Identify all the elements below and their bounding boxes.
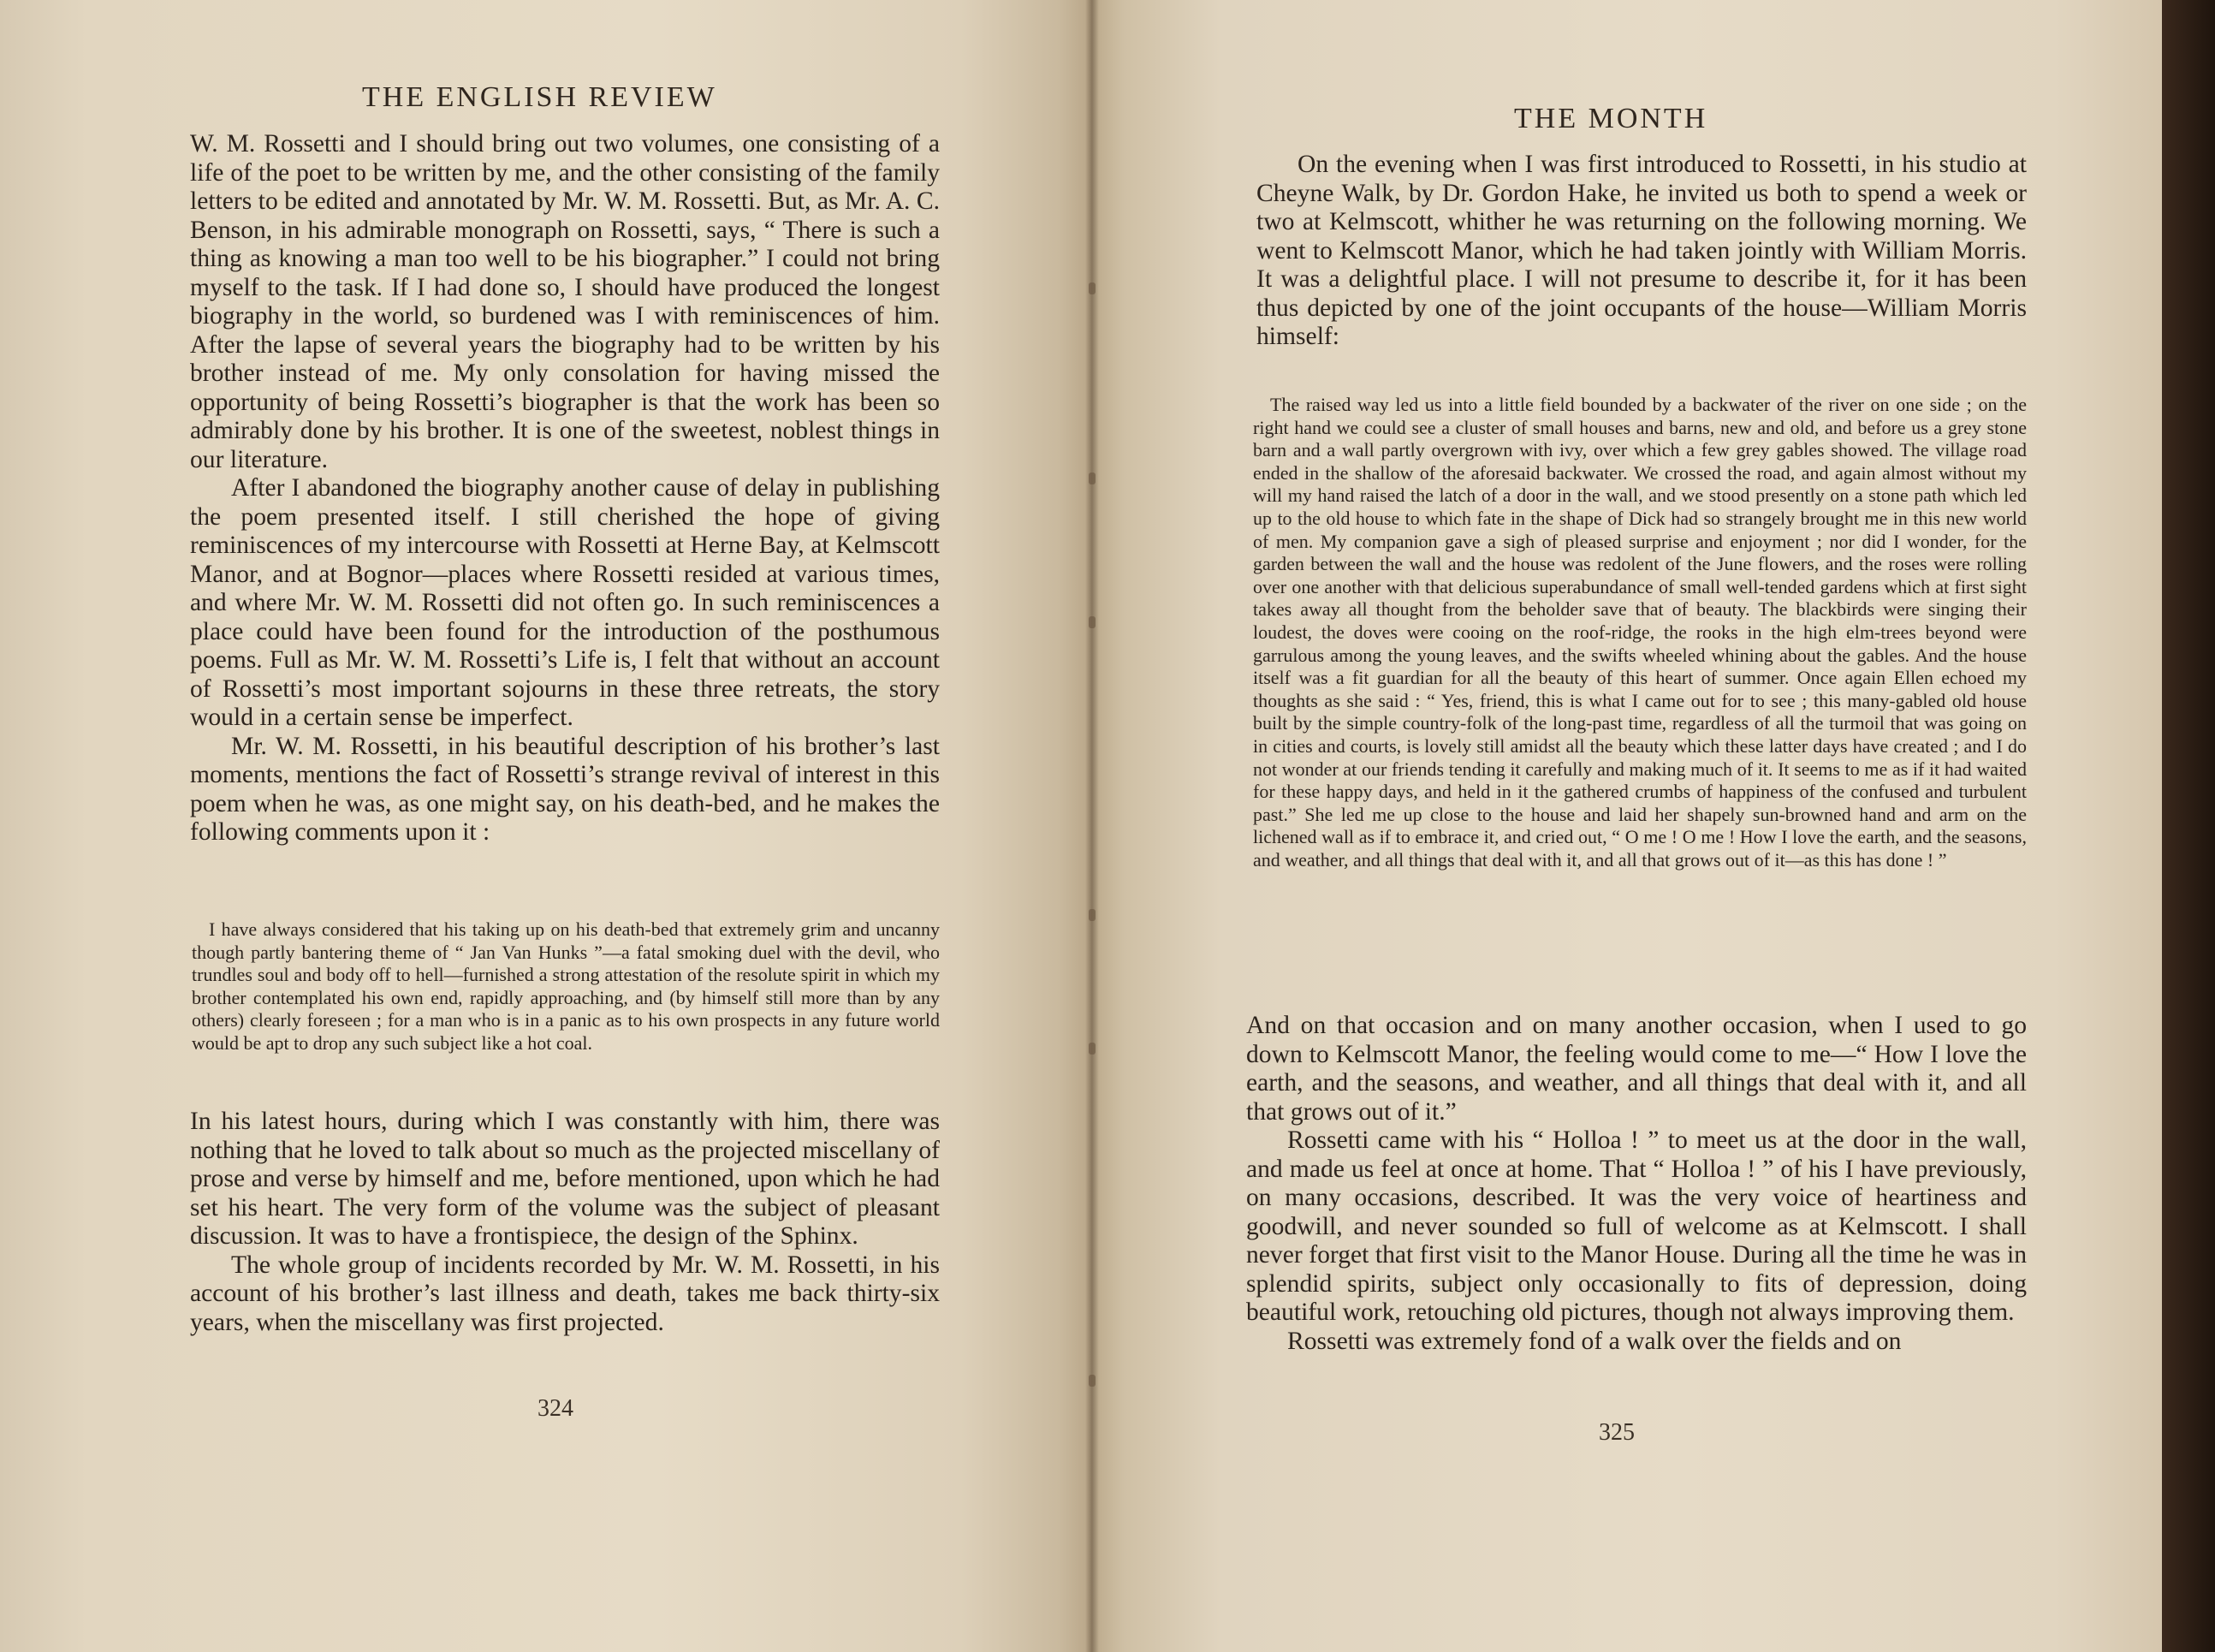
book-gutter xyxy=(1085,0,1099,1652)
right-paragraph-3: Rossetti came with his “ Holloa ! ” to meet us at the door in the wall, and made us feel at once at home. That “ Holloa ! ” of his I have previously, on many occasions, described. It was the very voice of heartiness and goodwill, and never sounded so full of welcome as at Kelmscott. I shall never forget that first visit to the Manor House. During all the time he was in splendid spirits, subject only occasionally to fits of depression, doing beautiful work, retouching old pictures, though not always improving them. xyxy=(1246,1126,2027,1326)
left-paragraph-1: W. M. Rossetti and I should bring out two volumes, one consisting of a life of the poet to be written by me, and the other consisting of the family letters to be edited and annotated by Mr. W. M. Rossetti. But, as Mr. A. C. Benson, in his admirable monograph on Rossetti, says, “ There is such a thing as knowing a man too well to be his biographer.” I could not bring myself to the task. If I had done so, I should have produced the longest biography in the world, so burdened was I with reminiscences of him. After the lapse of several years the biography had to be written by his brother instead of me. My only consolation for having missed the opportunity of being Rossetti’s biographer is that the work has been so admirably done by his brother. It is one of the sweetest, noblest things in our literature. xyxy=(190,130,940,473)
binding-stitch xyxy=(1089,282,1096,294)
binding-stitch xyxy=(1089,616,1096,628)
right-paragraph-4: Rossetti was extremely fond of a walk over the fields and on xyxy=(1287,1327,1902,1355)
left-block-quote: I have always considered that his taking up on his death-bed that extremely grim and uncanny though partly bantering theme of “ Jan Van Hunks ”—a fatal smoking duel with the devil, who trundles soul and body off to hell—furnished a strong attestation of the resolute spirit in which my brother contemplated his own end, rapidly approaching, and (by himself still more than by any others) clearly foreseen ; for a man who is in a panic as to his own prospects in any future world would be apt to drop any such subject like a hot coal. xyxy=(192,918,940,1054)
right-page-number: 325 xyxy=(1599,1419,1635,1446)
left-paragraph-2: After I abandoned the biography another cause of delay in publishing the poem presented itself. I still cherished the hope of giving reminiscences of my intercourse with Rossetti at Herne Bay, at Kelmscott Manor, and at Bognor—places where Rossetti resided at various times, and where Mr. W. M. Rossetti did not often go. In such reminiscences a place could have been found for the introduction of the posthumous poems. Full as Mr. W. M. Rossetti’s Life is, I felt that without an account of Rossetti’s most important sojourns in these three retreats, the story would in a certain sense be imperfect. xyxy=(190,474,940,731)
right-paragraph-2: And on that occasion and on many another occasion, when I used to go down to Kelmscott Manor, the feeling would come to me—“ How I love the earth, and the seasons, and weather, and all things that deal with it, and all that grows out of it.” xyxy=(1246,1012,2027,1126)
table-background-edge xyxy=(2162,0,2215,1652)
binding-stitch xyxy=(1089,909,1096,921)
binding-stitch xyxy=(1089,1375,1096,1387)
left-page-number: 324 xyxy=(537,1395,573,1422)
right-running-head: THE MONTH xyxy=(1514,103,1708,134)
right-body-top xyxy=(1256,151,2027,352)
left-paragraph-4: In his latest hours, during which I was constantly with him, there was nothing that he loved to talk about so much as the projected miscellany of prose and verse by himself and me, before mentioned, upon which he had set his heart. The very form of the volume was the subject of pleasant discussion. It was to have a frontispiece, the design of the Sphinx. xyxy=(190,1108,940,1250)
binding-stitch xyxy=(1089,1043,1096,1055)
right-page xyxy=(1092,0,2162,1652)
left-body-bottom xyxy=(190,1108,940,1337)
binding-stitch xyxy=(1089,472,1096,484)
right-body-bottom xyxy=(1246,1012,2027,1356)
left-running-head: THE ENGLISH REVIEW xyxy=(362,81,717,113)
left-paragraph-5: The whole group of incidents recorded by Mr. W. M. Rossetti, in his account of his brother’s last illness and death, takes me back thirty-six years, when the miscellany was first projected. xyxy=(190,1251,940,1336)
right-block-quote: The raised way led us into a little field bounded by a backwater of the river on one side ; on the right hand we could see a cluster of small houses and barns, new and old, and before us a grey stone barn and a wall partly overgrown with ivy, over which a few grey gables showed. The village road ended in the shallow of the aforesaid backwater. We crossed the road, and again almost without my will my hand raised the latch of a door in the wall, and we stood presently on a stone path which led up to the old house to which fate in the shape of Dick had so strangely brought me in this new world of men. My companion gave a sigh of pleased surprise and enjoyment ; nor did I wonder, for the garden between the wall and the house was redolent of the June flowers, and the roses were rolling over one another with that delicious superabundance of small well-tended gardens which at first sight takes away all thought from the beholder save that of beauty. The blackbirds were singing their loudest, the doves were cooing on the roof-ridge, the rooks in the high elm-trees beyond were garrulous among the young leaves, and the swifts wheeled whining about the gables. And the house itself was a fit guardian for all the beauty of this heart of summer. Once again Ellen echoed my thoughts as she said : “ Yes, friend, this is what I came out for to see ; this many-gabled old house built by the simple country-folk of the long-past time, regardless of all the turmoil that was going on in cities and courts, is lovely still amidst all the beauty which these latter days have created ; and I do not wonder at our friends tending it carefully and making much of it. It seems to me as if it had waited for these happy days, and held in it the gathered crumbs of happiness of the confused and turbulent past.” She led me up close to the house and laid her shapely sun-browned hand and arm on the lichened wall as if to embrace it, and cried out, “ O me ! O me ! How I love the earth, and the seasons, and weather, and all things that deal with it, and all that grows out of it—as this has done ! ” xyxy=(1253,394,2027,871)
left-body-top xyxy=(190,130,940,847)
right-paragraph-1: On the evening when I was first introduced to Rossetti, in his studio at Cheyne Walk, by Dr. Gordon Hake, he invited us both to spend a week or two at Kelmscott, whither he was returning on the following morning. We went to Kelmscott Manor, which he had taken jointly with William Morris. It was a delightful place. I will not presume to describe it, for it has been thus depicted by one of the joint occupants of the house—William Morris himself: xyxy=(1256,151,2027,350)
left-paragraph-3: Mr. W. M. Rossetti, in his beautiful description of his brother’s last moments, mentions the fact of Rossetti’s strange revival of interest in this poem when he was, as one might say, on his death-bed, and he makes the following comments upon it : xyxy=(190,732,940,846)
left-page xyxy=(0,0,1092,1652)
